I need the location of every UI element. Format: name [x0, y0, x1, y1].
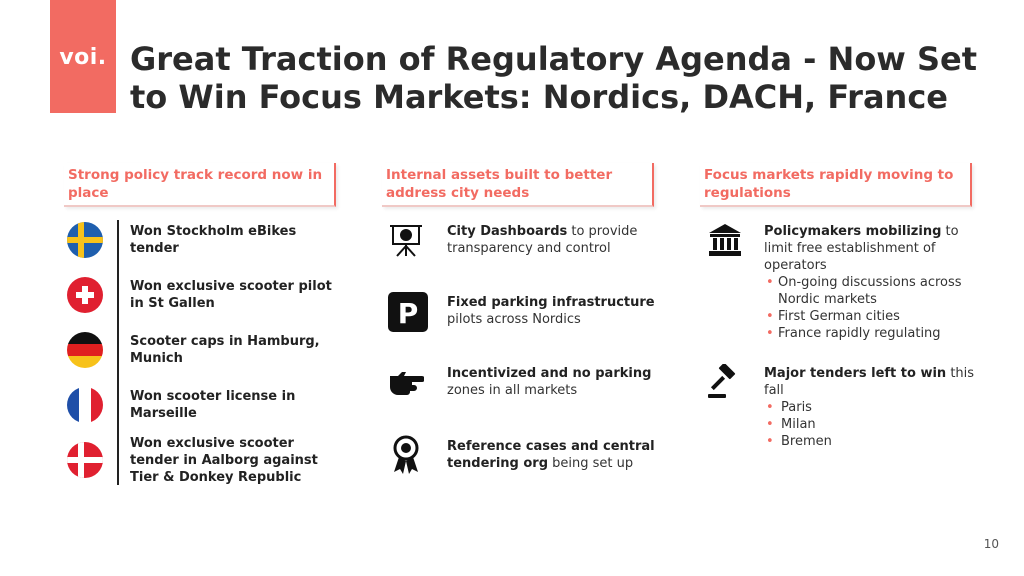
page-number: 10 — [983, 537, 999, 551]
bullet-item: • France rapidly regulating — [764, 325, 984, 342]
svg-text:P: P — [397, 297, 419, 330]
column-heading-assets: Internal assets built to better address city needs — [382, 163, 654, 207]
germany-flag-icon — [67, 332, 103, 368]
presentation-board-icon — [388, 222, 424, 262]
asset-item: Incentivized and no parking zones in all markets — [447, 366, 652, 398]
asset-item: Reference cases and central tendering org being set up — [447, 439, 655, 471]
page-title: Great Traction of Regulatory Agenda - Now Set to Win Focus Markets: Nordics, DACH, France — [130, 40, 978, 116]
market-item-policymakers: Policymakers mobilizing to limit free establishment of operators • On-going discussions across Nordic markets • First German cities • France rapidly regulating — [764, 223, 984, 342]
bullet-item: • On-going discussions across Nordic markets — [764, 274, 984, 308]
sweden-flag-icon — [67, 222, 103, 258]
bullet-item: • Bremen — [764, 433, 984, 450]
policy-item: Scooter caps in Hamburg, Munich — [130, 334, 320, 366]
logo-text: voi. — [59, 45, 107, 70]
parking-sign-icon — [388, 292, 428, 336]
column-heading-policy: Strong policy track record now in place — [64, 163, 336, 207]
gavel-icon — [706, 364, 742, 404]
government-building-icon — [707, 222, 743, 262]
tenders-bullets — [764, 399, 984, 450]
france-flag-icon — [67, 387, 103, 423]
policy-item: Won exclusive scooter tender in Aalborg against Tier & Donkey Republic — [130, 436, 318, 485]
column-heading-markets: Focus markets rapidly moving to regulations — [700, 163, 972, 207]
denmark-flag-icon — [67, 442, 103, 478]
bullet-item: • Paris — [764, 399, 984, 416]
switzerland-flag-icon — [67, 277, 103, 313]
asset-item: Fixed parking infrastructure pilots across Nordics — [447, 295, 655, 327]
pointing-hand-icon — [388, 368, 424, 400]
award-ribbon-icon — [391, 435, 421, 479]
asset-item: City Dashboards to provide transparency and control — [447, 224, 638, 256]
vertical-divider — [117, 220, 119, 485]
bullet-item: • Milan — [764, 416, 984, 433]
voi-logo — [50, 0, 116, 113]
policymakers-bullets — [764, 274, 984, 342]
policy-item: Won Stockholm eBikes tender — [130, 224, 297, 256]
policy-item: Won exclusive scooter pilot in St Gallen — [130, 279, 332, 311]
policy-item: Won scooter license in Marseille — [130, 389, 296, 421]
market-item-tenders: Major tenders left to win this fall • Paris • Milan • Bremen — [764, 365, 984, 450]
bullet-item: • First German cities — [764, 308, 984, 325]
